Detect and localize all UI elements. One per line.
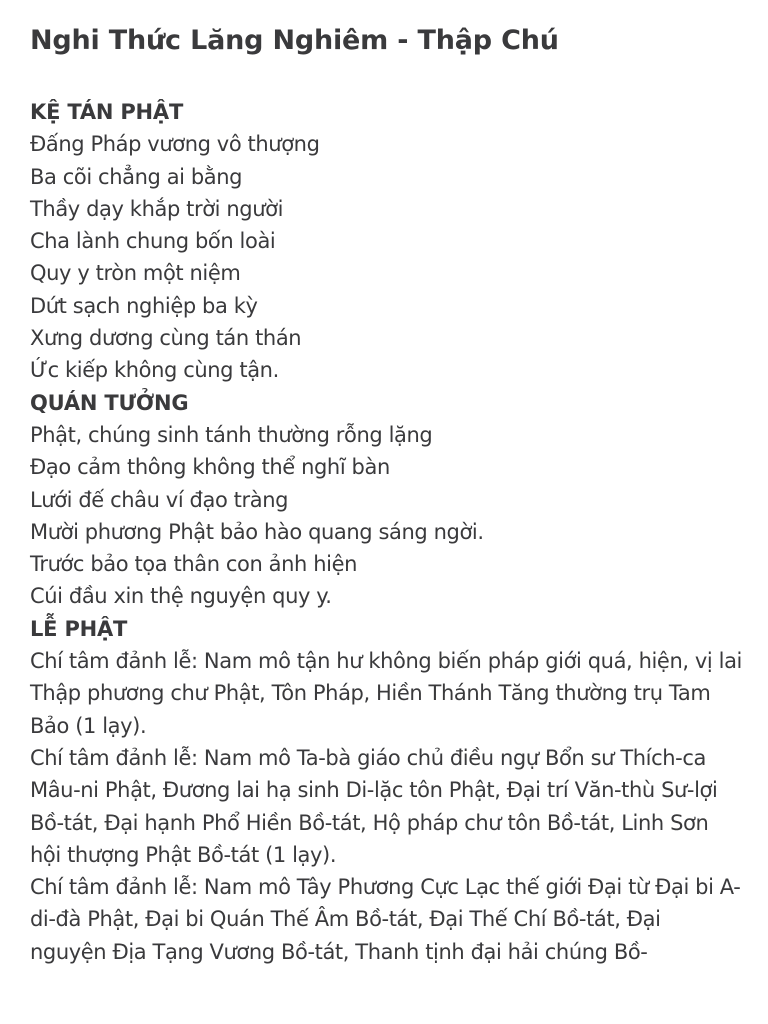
document-title: Nghi Thức Lăng Nghiêm - Thập Chú xyxy=(30,25,559,56)
verse-line: Đấng Pháp vương vô thượng xyxy=(30,132,320,157)
verse-line: Thầy dạy khắp trời người xyxy=(30,196,284,221)
verse-line: Mười phương Phật bảo hào quang sáng ngời. xyxy=(30,519,484,544)
verse-line: Đạo cảm thông không thể nghĩ bàn xyxy=(30,455,390,480)
verse-line: Dứt sạch nghiệp ba kỳ xyxy=(30,293,258,318)
verse-line: Lưới đế châu ví đạo tràng xyxy=(30,487,289,512)
verse-line: Cha lành chung bốn loài xyxy=(30,229,276,254)
verse-line: Phật, chúng sinh tánh thường rỗng lặng xyxy=(30,422,433,447)
section-heading: KỆ TÁN PHẬT xyxy=(30,100,184,124)
section-le-phat xyxy=(30,613,748,968)
verse-line: Xưng dương cùng tán thán xyxy=(30,326,302,351)
section-heading: LỄ PHẬT xyxy=(30,616,128,641)
prostration-paragraph: Chí tâm đảnh lễ: Nam mô Tây Phương Cực Lạc thế giới Đại từ Đại bi A-di-đà Phật, Đại bi Quán Thế Âm Bồ-tát, Đại Thế Chí Bồ-tát, Đại nguyện Địa Tạng Vương Bồ-tát, Thanh tịnh đại hải chúng Bồ- xyxy=(30,875,741,964)
verse-line: Ba cõi chẳng ai bằng xyxy=(30,164,243,189)
section-quan-tuong xyxy=(30,387,748,613)
verse-line: Trước bảo tọa thân con ảnh hiện xyxy=(30,552,358,577)
section-ke-tan-phat xyxy=(30,96,748,387)
prostration-paragraph: Chí tâm đảnh lễ: Nam mô Ta-bà giáo chủ điều ngự Bổn sư Thích-ca Mâu-ni Phật, Đương lai hạ sinh Di-lặc tôn Phật, Đại trí Văn-thù Sư-lợi Bồ-tát, Đại hạnh Phổ Hiền Bồ-tát, Hộ pháp chư tôn Bồ-tát, Linh Sơn hội thượng Phật Bồ-tát (1 lạy). xyxy=(30,745,718,867)
verse-line: Ức kiếp không cùng tận. xyxy=(30,358,279,383)
prostration-paragraph: Chí tâm đảnh lễ: Nam mô tận hư không biến pháp giới quá, hiện, vị lai Thập phương chư Phật, Tôn Pháp, Hiền Thánh Tăng thường trụ Tam Bảo (1 lạy). xyxy=(30,649,742,738)
verse-line: Cúi đầu xin thệ nguyện quy y. xyxy=(30,584,332,609)
section-heading: QUÁN TƯỞNG xyxy=(30,390,189,415)
verse-line: Quy y tròn một niệm xyxy=(30,261,241,286)
